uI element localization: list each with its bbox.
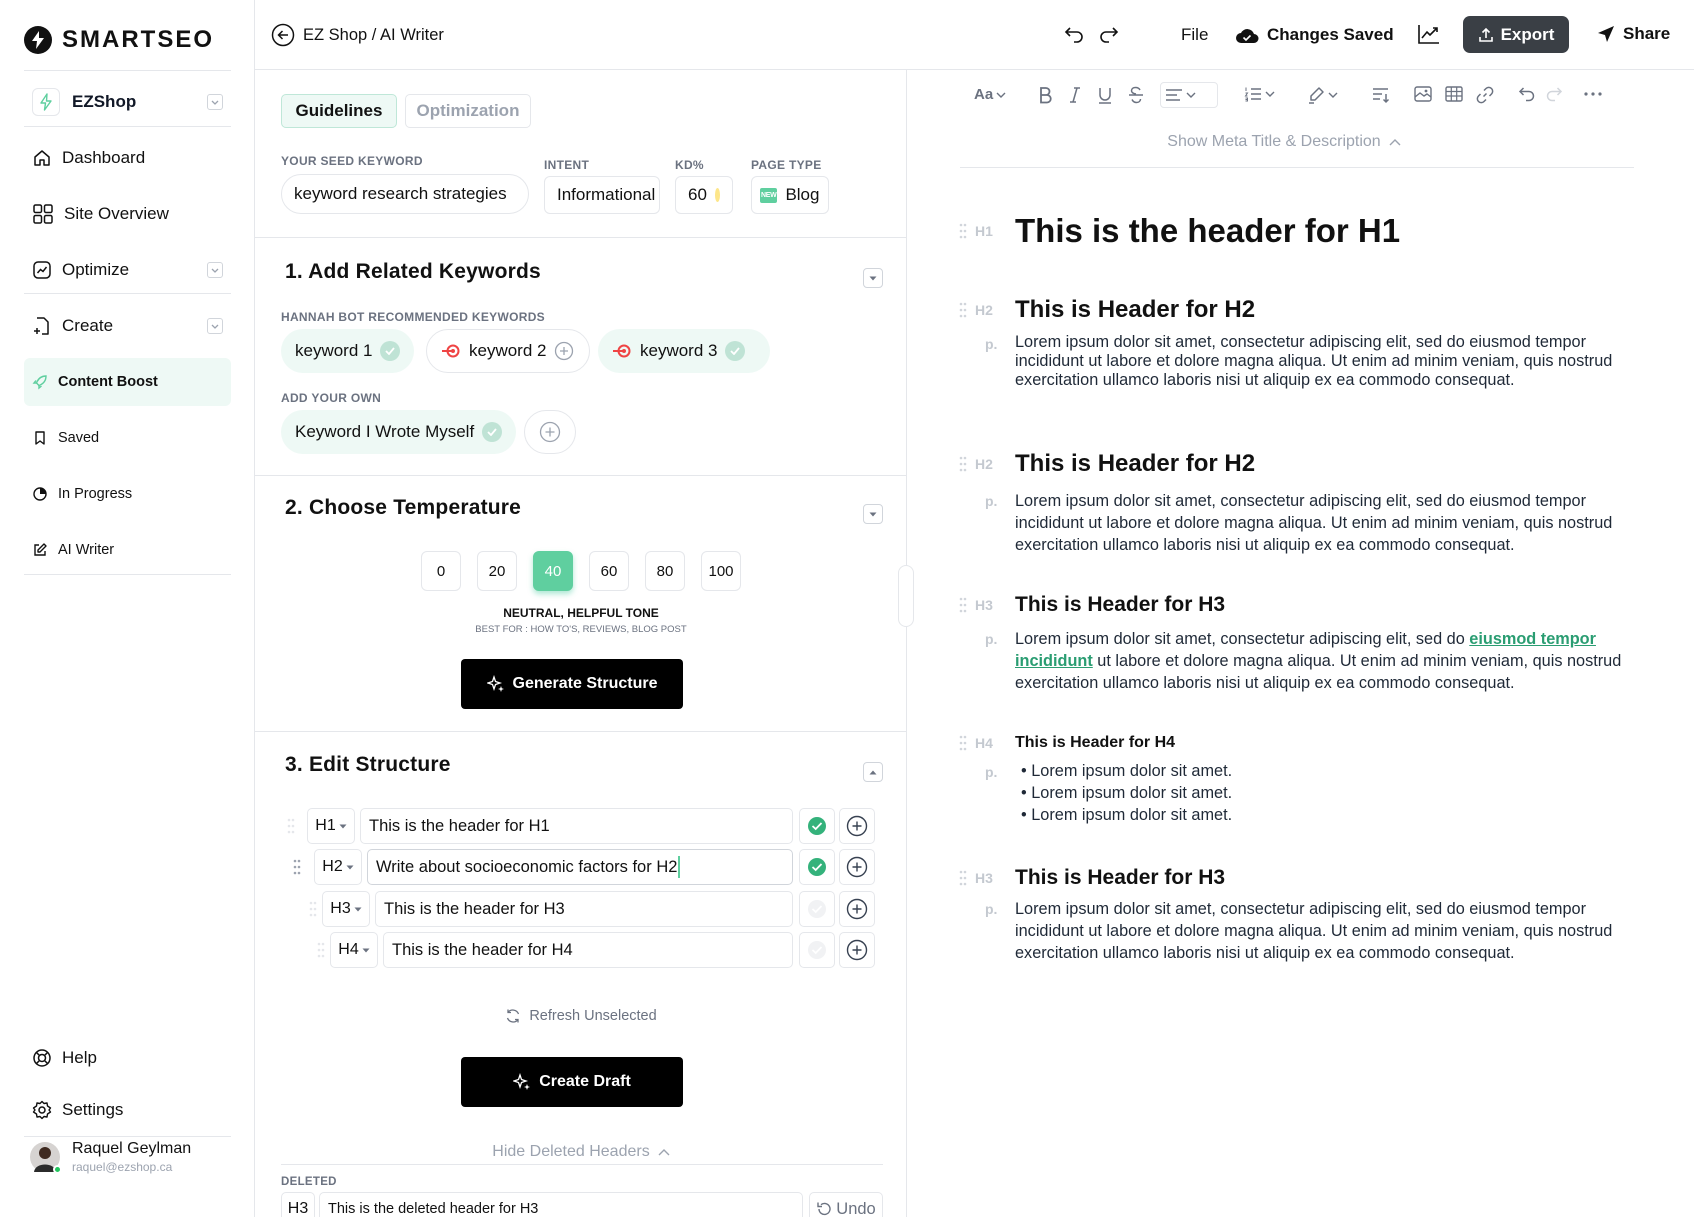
keyword-chip[interactable] (598, 329, 770, 373)
sidebar-item-site-overview[interactable] (24, 202, 231, 226)
font-size-dropdown[interactable] (974, 86, 1006, 103)
sidebar-item-label: Site Overview (64, 204, 169, 223)
block-tag-label: H3 (975, 870, 993, 886)
keyword-chip[interactable] (426, 329, 590, 373)
undo-delete-label: Undo (836, 1199, 876, 1217)
chevron-down-icon (1186, 92, 1196, 98)
meta-toggle[interactable] (974, 133, 1594, 151)
drag-handle-icon[interactable] (287, 818, 295, 834)
save-status-text: Changes Saved (1267, 25, 1394, 44)
paragraph-text: Lorem ipsum dolor sit amet, consectetur adipiscing elit, sed do (1015, 630, 1470, 648)
check-circle-icon[interactable] (482, 422, 502, 442)
block-tag[interactable] (959, 870, 993, 886)
sidebar (0, 0, 255, 1217)
chevron-down-icon (1265, 91, 1275, 97)
temperature-option[interactable]: 80 (645, 551, 685, 591)
paragraph-tag: p. (985, 901, 998, 917)
structure-row (255, 891, 907, 927)
paragraph-tag: p. (985, 764, 998, 780)
sidebar-item-settings[interactable] (24, 1098, 231, 1122)
user-name: Raquel Geylman (72, 1140, 192, 1157)
block-tag-label: H1 (975, 223, 993, 239)
refresh-unselected-button[interactable] (255, 1008, 907, 1024)
sidebar-item-dashboard[interactable] (24, 146, 231, 170)
create-draft-label: Create Draft (539, 1073, 631, 1090)
guidelines-panel (255, 70, 907, 1217)
sidebar-item-in-progress[interactable] (24, 484, 231, 504)
sidebar-item-ai-writer[interactable] (24, 540, 231, 560)
editor-bullet-list[interactable] (1021, 760, 1232, 826)
editor-heading-h2[interactable]: This is Header for H2 (1015, 450, 1256, 477)
sparkle-icon (487, 675, 505, 693)
temperature-option-selected[interactable]: 40 (533, 551, 573, 591)
caret-down-icon (339, 824, 347, 829)
divider (960, 167, 1634, 168)
hide-deleted-label: Hide Deleted Headers (492, 1143, 650, 1160)
bolt-icon (24, 26, 52, 54)
block-tag[interactable] (959, 223, 993, 239)
keyword-text: keyword 2 (469, 341, 547, 360)
sidebar-item-label: Settings (62, 1100, 124, 1119)
user-profile[interactable] (30, 1140, 191, 1174)
edit-icon (32, 542, 48, 558)
temperature-option[interactable]: 20 (477, 551, 517, 591)
deleted-label: DELETED (281, 1176, 337, 1188)
list-dropdown[interactable] (1244, 86, 1275, 102)
undo-icon (816, 1201, 832, 1217)
drag-handle-icon[interactable] (309, 901, 317, 917)
best-for-label: BEST FOR : HOW TO'S, REVIEWS, BLOG POST (475, 624, 687, 635)
section-title-temperature: 2. Choose Temperature (285, 496, 522, 519)
brand-logo[interactable] (24, 26, 214, 54)
avatar (30, 1142, 60, 1172)
strikethrough-icon[interactable] (1128, 86, 1144, 104)
block-tag-label: H4 (975, 735, 993, 751)
undo-icon[interactable] (1063, 24, 1085, 44)
rocket-icon (32, 374, 48, 390)
page-type-label: PAGE TYPE (751, 158, 822, 172)
drag-handle-icon[interactable] (293, 859, 301, 875)
divider (24, 293, 231, 294)
divider (255, 731, 907, 732)
editor-heading-h2[interactable]: This is Header for H2 (1015, 296, 1256, 323)
highlighter-icon (1307, 86, 1325, 104)
chevron-down-icon (1328, 92, 1338, 98)
check-circle-icon[interactable] (725, 341, 745, 361)
sidebar-item-label: Saved (58, 430, 100, 446)
chevron-down-icon[interactable] (207, 318, 223, 334)
italic-icon[interactable] (1069, 86, 1081, 104)
lifebuoy-icon (32, 1048, 52, 1068)
refresh-unselected-label: Refresh Unselected (529, 1008, 657, 1024)
section-title-keywords: 1. Add Related Keywords (285, 260, 541, 283)
brand-name: SMARTSEO (62, 26, 215, 53)
divider (24, 70, 231, 71)
structure-row (255, 932, 907, 968)
drag-handle-icon[interactable] (317, 942, 325, 958)
tone-label: NEUTRAL, HELPFUL TONE (503, 606, 659, 620)
generate-structure-label: Generate Structure (512, 675, 658, 692)
chevron-down-icon[interactable] (207, 94, 223, 110)
link-icon[interactable] (1476, 86, 1494, 104)
share-button[interactable] (1597, 24, 1670, 44)
progress-circle-icon (32, 486, 48, 502)
bookmark-icon (32, 430, 48, 446)
header-select-checkbox[interactable] (799, 932, 835, 968)
refresh-icon (505, 1008, 521, 1024)
header-select-checkbox[interactable] (799, 891, 835, 927)
temperature-option[interactable]: 100 (701, 551, 741, 591)
online-status-dot (53, 1165, 62, 1174)
undo-icon[interactable] (1518, 86, 1536, 102)
export-button[interactable] (1463, 16, 1569, 53)
divider (281, 1164, 883, 1165)
hide-deleted-toggle[interactable] (255, 1143, 907, 1161)
plus-circle-icon (539, 421, 561, 443)
underline-icon[interactable] (1098, 86, 1112, 104)
upload-icon (1478, 27, 1494, 43)
workspace-switcher[interactable] (24, 78, 231, 126)
chevron-down-icon[interactable] (863, 504, 883, 524)
trend-box-icon (32, 260, 52, 280)
send-icon (1597, 25, 1615, 43)
caret-down-icon (362, 948, 370, 953)
kd-field[interactable] (675, 176, 733, 214)
chevron-down-icon (996, 92, 1006, 98)
heading-level-select[interactable] (314, 849, 362, 885)
add-header-button[interactable] (839, 849, 875, 885)
list-item: • Lorem ipsum dolor sit amet. (1021, 762, 1233, 780)
sidebar-item-label: In Progress (58, 486, 133, 502)
chevron-up-icon[interactable] (863, 762, 883, 782)
font-size-label: Aa (974, 86, 994, 103)
add-keyword-button[interactable] (524, 410, 576, 454)
sidebar-item-help[interactable] (24, 1046, 231, 1070)
caret-down-icon (346, 865, 354, 870)
meta-toggle-label: Show Meta Title & Description (1167, 133, 1381, 150)
kd-difficulty-dot (715, 188, 720, 202)
editor-paragraph[interactable] (1015, 628, 1635, 694)
numbered-list-icon (1244, 86, 1262, 102)
paragraph-tag: p. (985, 631, 998, 647)
heading-text-value: Write about socioeconomic factors for H2 (376, 857, 678, 876)
heading-level-select[interactable] (307, 808, 355, 844)
kd-value: 60 (688, 185, 707, 204)
more-options-icon[interactable] (1584, 92, 1602, 96)
check-circle-icon[interactable] (380, 341, 400, 361)
semrush-icon (612, 344, 632, 358)
image-icon[interactable] (1414, 86, 1432, 102)
heading-level-value: H4 (338, 941, 359, 958)
gear-icon (32, 1100, 52, 1120)
editor-heading-h1[interactable]: This is the header for H1 (1015, 212, 1401, 249)
intent-label: INTENT (544, 158, 590, 172)
sidebar-item-optimize[interactable] (24, 258, 231, 282)
heading-level-value: H3 (330, 900, 351, 917)
list-item-text: Lorem ipsum dolor sit amet. (1031, 806, 1233, 824)
editor-heading-h3[interactable]: This is Header for H3 (1015, 866, 1226, 889)
sidebar-item-content-boost[interactable] (24, 358, 231, 406)
paragraph-tag: p. (985, 336, 998, 352)
editor (908, 70, 1694, 1217)
paragraph-text: ut labore et dolore magna aliqua. Ut enim ad minim veniam, quis nostrud exercitation ullamco laboris nisi ut aliquip ex ea commodo consequat. (1015, 652, 1622, 692)
redo-icon[interactable] (1098, 24, 1120, 44)
back-arrow-icon[interactable] (271, 23, 295, 47)
breadcrumb-text[interactable]: EZ Shop / AI Writer (303, 25, 444, 44)
sidebar-item-saved[interactable] (24, 428, 231, 448)
intent-field[interactable]: Informational (544, 176, 660, 214)
divider (24, 126, 231, 127)
editor-paragraph[interactable]: Lorem ipsum dolor sit amet, consectetur adipiscing elit, sed do eiusmod tempor incididunt ut labore et dolore magna aliqua. Ut enim ad minim veniam, quis nostrud exercitation ullamco laboris nisi ut aliquip ex ea commodo consequat. (1015, 492, 1613, 554)
add-header-button[interactable] (839, 808, 875, 844)
workspace-name: EZShop (72, 92, 137, 111)
sidebar-item-label: Create (62, 316, 114, 335)
new-badge-icon: NEW (760, 188, 777, 203)
heading-level-select[interactable] (322, 891, 370, 927)
sidebar-item-label: Dashboard (62, 148, 146, 167)
chevron-up-icon (658, 1148, 670, 1156)
editor-paragraph[interactable]: Lorem ipsum dolor sit amet, consectetur adipiscing elit, sed do eiusmod tempor incididunt ut labore et dolore magna aliqua. Ut enim ad minim veniam, quis nostrud exercitation ullamco laboris nisi ut aliquip ex ea commodo consequat. (1015, 900, 1613, 962)
keyword-chip[interactable] (281, 410, 516, 454)
grid-icon (32, 203, 54, 225)
table-icon[interactable] (1445, 86, 1463, 102)
temperature-option[interactable]: 60 (589, 551, 629, 591)
sidebar-item-label: Optimize (62, 260, 130, 279)
block-tag[interactable] (959, 302, 993, 318)
header-select-checkbox[interactable] (799, 808, 835, 844)
heading-text-input[interactable]: This is the header for H3 (375, 891, 793, 927)
sidebar-item-create[interactable] (24, 314, 231, 338)
section-title-structure: 3. Edit Structure (285, 753, 451, 776)
structure-row (255, 808, 907, 844)
list-item: • Lorem ipsum dolor sit amet. (1021, 784, 1233, 802)
block-tag-label: H3 (975, 597, 993, 613)
save-status (1235, 25, 1394, 45)
keyword-text: Keyword I Wrote Myself (295, 422, 475, 441)
kd-label: KD% (675, 158, 704, 172)
chevron-down-icon[interactable] (863, 268, 883, 288)
add-header-button[interactable] (839, 891, 875, 927)
heading-text-input[interactable]: This is the header for H1 (360, 808, 793, 844)
list-item-text: Lorem ipsum dolor sit amet. (1031, 784, 1233, 802)
chevron-up-icon (1389, 138, 1401, 146)
create-draft-button[interactable] (461, 1057, 683, 1107)
redo-icon[interactable] (1545, 86, 1563, 102)
topbar (255, 0, 1694, 70)
sparkle-icon (513, 1073, 531, 1091)
bold-icon[interactable] (1038, 86, 1052, 104)
plus-circle-icon[interactable] (554, 341, 574, 361)
block-tag-label: H2 (975, 456, 993, 472)
breadcrumb (271, 23, 444, 47)
seed-keyword-field[interactable]: keyword research strategies (281, 174, 529, 214)
semrush-icon (441, 344, 461, 358)
line-height-icon[interactable] (1372, 86, 1390, 104)
tab-optimization[interactable]: Optimization (405, 94, 531, 128)
block-tag[interactable] (959, 735, 993, 751)
list-item-text: Lorem ipsum dolor sit amet. (1031, 762, 1233, 780)
paragraph-tag: p. (985, 493, 998, 509)
page-type-value: Blog (785, 185, 820, 204)
sidebar-item-label: AI Writer (58, 542, 115, 558)
align-dropdown[interactable] (1160, 82, 1218, 108)
keyword-text: keyword 1 (295, 341, 373, 360)
text-cursor (678, 856, 680, 878)
page-type-field[interactable] (751, 176, 829, 214)
analytics-icon[interactable] (1417, 23, 1441, 45)
divider (24, 574, 231, 575)
deleted-heading-level: H3 (281, 1192, 315, 1217)
block-tag[interactable] (959, 597, 993, 613)
undo-delete-button[interactable] (809, 1192, 883, 1217)
tab-guidelines[interactable]: Guidelines (281, 94, 397, 128)
deleted-heading-text: This is the deleted header for H3 (319, 1192, 803, 1217)
keyword-chip[interactable] (281, 329, 414, 373)
add-your-own-label: ADD YOUR OWN (281, 391, 382, 405)
heading-text-input[interactable]: This is the header for H4 (383, 932, 793, 968)
share-label: Share (1623, 24, 1671, 43)
heading-level-select[interactable] (330, 932, 378, 968)
caret-down-icon (354, 907, 362, 912)
generate-structure-button[interactable] (461, 659, 683, 709)
divider (255, 237, 907, 238)
bolt-outline-icon (32, 88, 60, 116)
home-icon (32, 148, 52, 168)
header-select-checkbox[interactable] (799, 849, 835, 885)
heading-level-value: H2 (322, 858, 343, 875)
seed-keyword-label: YOUR SEED KEYWORD (281, 154, 423, 168)
sidebar-item-label: Content Boost (58, 374, 158, 390)
sidebar-item-label: Help (62, 1048, 97, 1067)
cloud-check-icon (1235, 26, 1259, 44)
divider (255, 475, 907, 476)
editor-heading-h4[interactable]: This is Header for H4 (1015, 734, 1176, 751)
keyword-text: keyword 3 (640, 341, 718, 360)
editor-heading-h3[interactable]: This is Header for H3 (1015, 593, 1226, 616)
list-item: • Lorem ipsum dolor sit amet. (1021, 806, 1233, 824)
user-email: raquel@ezshop.ca (72, 1160, 173, 1174)
chevron-down-icon[interactable] (207, 262, 223, 278)
temperature-option[interactable]: 0 (421, 551, 461, 591)
keyword-highlight-link[interactable]: eiusmod tempor incididunt (1015, 630, 1596, 670)
export-label: Export (1500, 24, 1555, 44)
block-tag-label: H2 (975, 302, 993, 318)
heading-level-value: H1 (315, 817, 336, 834)
block-tag[interactable] (959, 456, 993, 472)
structure-row (255, 849, 907, 885)
add-header-button[interactable] (839, 932, 875, 968)
file-plus-icon (32, 316, 52, 336)
align-left-icon (1165, 88, 1183, 102)
heading-text-input[interactable] (367, 849, 793, 885)
highlight-dropdown[interactable] (1307, 86, 1338, 104)
divider (24, 1136, 231, 1137)
recommended-keywords-label: HANNAH BOT RECOMMENDED KEYWORDS (281, 310, 545, 324)
editor-paragraph[interactable]: Lorem ipsum dolor sit amet, consectetur adipiscing elit, sed do eiusmod tempor incididunt ut labore et dolore magna aliqua. Ut enim ad minim veniam, quis nostrud exercitation ullamco laboris nisi ut aliquip ex ea commodo consequat. (1015, 333, 1613, 389)
file-menu[interactable]: File (1181, 25, 1209, 44)
